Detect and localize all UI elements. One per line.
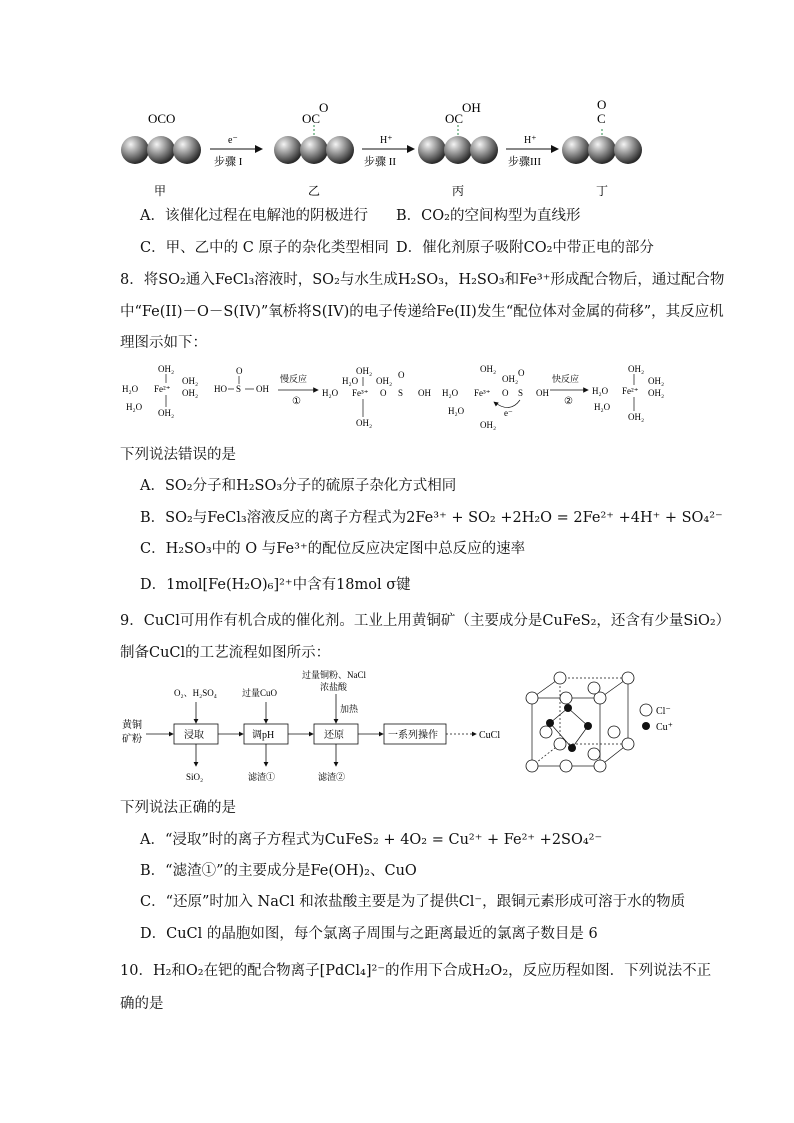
svg-text:e⁻: e⁻ (504, 408, 513, 418)
fe3-so3h-complex (322, 366, 431, 428)
label-yi: 乙 (308, 184, 321, 198)
q7-option-d: D．催化剂原子吸附CO₂中带正电的部分 (396, 240, 654, 256)
q9-option-d: D．CuCl 的晶胞如图，每个氯离子周围与之距离最近的氯离子数目是 6 (140, 926, 598, 942)
svg-text:S: S (398, 388, 404, 398)
svg-text:OH₂: OH₂ (158, 364, 175, 374)
q9-option-b: B．“滤渣①”的主要成分是Fe(OH)₂、CuO (140, 863, 417, 879)
svg-text:OH₂: OH₂ (356, 418, 373, 428)
heat-label: 加热 (340, 704, 359, 714)
step2-label: ② (564, 396, 573, 407)
fe2-product-complex (592, 364, 664, 422)
q7-option-a: A．该催化过程在电解池的阴极进行 (140, 208, 368, 224)
svg-text:O: O (380, 388, 387, 398)
operation-label: 一系列操作 (388, 730, 438, 741)
output1-label: SiO₂ (186, 772, 204, 782)
cl-ions (526, 672, 634, 772)
q10-stem-line1: 10．H₂和O₂在钯的配合物离子[PdCl₄]²⁻的作用下合成H₂O₂，反应历程如图．下列说法不正 (120, 963, 712, 979)
svg-text:H₂O: H₂O (126, 402, 143, 412)
surface-ding (562, 136, 642, 164)
svg-text:O: O (398, 370, 405, 380)
charge-transfer-complex (442, 364, 549, 430)
svg-text:H₂O: H₂O (442, 388, 459, 398)
svg-text:S: S (236, 384, 242, 394)
molecule-ding-2: C (597, 111, 606, 126)
fe2-hexaaqua-complex (122, 364, 198, 418)
svg-text:Fe³⁺: Fe³⁺ (474, 388, 491, 398)
slow-reaction-label: 慢反应 (280, 374, 308, 384)
legend-cl: Cl⁻ (656, 706, 671, 717)
q8-option-c: C．H₂SO₃中的 O 与Fe³⁺的配位反应决定图中总反应的速率 (140, 541, 526, 557)
reduce-label: 还原 (324, 730, 344, 741)
svg-text:H₂O: H₂O (592, 386, 609, 396)
input1-label: O₂、H₂SO₄ (174, 688, 217, 698)
arrow3-bottom: 步骤III (508, 156, 541, 168)
svg-text:OH: OH (536, 388, 549, 398)
svg-text:OH₂: OH₂ (502, 374, 519, 384)
svg-text:OH₂: OH₂ (158, 408, 175, 418)
input2-label: 过量CuO (242, 688, 278, 698)
svg-text:OH₂: OH₂ (648, 388, 665, 398)
q9-option-c: C．“还原”时加入 NaCl 和浓盐酸主要是为了提供Cl⁻，跟铜元素形成可溶于水的物质 (140, 894, 686, 910)
svg-text:OH₂: OH₂ (182, 388, 199, 398)
svg-text:OH₂: OH₂ (648, 376, 665, 386)
product-label: CuCl (479, 730, 501, 741)
arrow1-bottom: 步骤 I (214, 156, 243, 168)
q8-option-d: D．1mol[Fe(H₂O)₆]²⁺中含有18mol σ键 (140, 577, 411, 593)
q9-question: 下列说法正确的是 (120, 800, 236, 816)
input3b-label: 浓盐酸 (320, 682, 348, 692)
svg-text:O: O (502, 388, 509, 398)
svg-text:OH₂: OH₂ (480, 364, 497, 374)
feed-label-2: 矿粉 (122, 734, 142, 745)
svg-text:OH₂: OH₂ (628, 364, 645, 374)
svg-text:H₂O: H₂O (594, 402, 611, 412)
svg-text:OH₂: OH₂ (182, 376, 199, 386)
q8-option-a: A．SO₂分子和H₂SO₃分子的硫原子杂化方式相同 (140, 478, 457, 494)
step1-label: ① (292, 396, 301, 407)
svg-text:O: O (236, 366, 243, 376)
molecule-yi-2: O (319, 100, 329, 115)
svg-text:OH₂: OH₂ (628, 412, 645, 422)
output2-label: 滤渣① (248, 772, 276, 782)
q8-stem-line2: 中“Fe(II)－O－S(IV)”氧桥将S(IV)的电子传递给Fe(II)发生“配位体对金属的荷移”，其反应机 (120, 304, 724, 320)
arrow2-top: H⁺ (380, 135, 393, 146)
surface-bing (418, 136, 498, 164)
svg-text:Fe²⁺: Fe²⁺ (154, 384, 171, 394)
svg-text:S: S (518, 388, 524, 398)
surface-jia (121, 136, 201, 164)
ph-label: 调pH (252, 730, 275, 741)
svg-text:OH₂: OH₂ (480, 420, 497, 430)
arrow2-bottom: 步骤 II (364, 156, 397, 168)
svg-text:OH₂: OH₂ (356, 366, 373, 376)
q8-mechanism-figure (118, 362, 678, 434)
q10-stem-line2: 确的是 (120, 996, 164, 1012)
molecule-jia: OCO (148, 111, 176, 126)
label-jia: 甲 (154, 184, 167, 198)
svg-text:H₂O: H₂O (122, 384, 139, 394)
molecule-bing-2: OH (462, 100, 481, 115)
h2so3-molecule (214, 366, 269, 394)
q8-stem-line3: 理图示如下： (120, 335, 207, 351)
process-flowchart (118, 668, 508, 788)
q8-option-b: B．SO₂与FeCl₃溶液反应的离子方程式为2Fe³⁺ + SO₂ +2H₂O = 2Fe²⁺ +4H⁺ + SO₄²⁻ (140, 510, 723, 526)
svg-text:H₂O: H₂O (322, 388, 339, 398)
molecule-yi-1: OC (302, 111, 321, 126)
leach-label: 浸取 (184, 730, 204, 741)
svg-text:H₂O: H₂O (448, 406, 465, 416)
q8-question: 下列说法错误的是 (120, 447, 236, 463)
fast-reaction-label: 快反应 (552, 374, 580, 384)
label-ding: 丁 (596, 184, 609, 198)
q9-option-a: A．“浸取”时的离子方程式为CuFeS₂ + 4O₂ = Cu²⁺ + Fe²⁺ +2SO₄²⁻ (140, 832, 603, 848)
svg-text:OH: OH (418, 388, 431, 398)
output3-label: 滤渣② (318, 772, 346, 782)
q9-stem-line2: 制备CuCl的工艺流程如图所示： (120, 645, 331, 661)
q7-option-c: C．甲、乙中的 C 原子的杂化类型相同 (140, 240, 389, 256)
arrow1-top: e⁻ (228, 135, 238, 146)
q8-stem-line1: 8．将SO₂通入FeCl₃溶液时，SO₂与水生成H₂SO₃，H₂SO₃和Fe³⁺形成配合物后，通过配合物 (120, 272, 725, 288)
feed-label-1: 黄铜 (122, 720, 142, 731)
molecule-ding-1: O (597, 97, 607, 112)
q7-option-b: B．CO₂的空间构型为直线形 (396, 208, 581, 224)
svg-text:O: O (518, 368, 525, 378)
molecule-bing-1: OC (445, 111, 464, 126)
svg-text:HO: HO (214, 384, 227, 394)
cucl-unit-cell (520, 668, 720, 780)
svg-text:H₂O: H₂O (342, 376, 359, 386)
svg-text:Fe³⁺: Fe³⁺ (352, 388, 369, 398)
label-bing: 丙 (452, 184, 465, 198)
input3a-label: 过量铜粉、NaCl (302, 670, 366, 680)
q9-stem-line1: 9．CuCl可用作有机合成的催化剂。工业上用黄铜矿（主要成分是CuFeS₂，还含有少量SiO₂） (120, 613, 731, 629)
svg-text:Fe²⁺: Fe²⁺ (622, 386, 639, 396)
svg-text:OH₂: OH₂ (376, 376, 393, 386)
catalysis-figure (110, 95, 670, 205)
arrow3-top: H⁺ (524, 135, 537, 146)
legend-cu: Cu⁺ (656, 722, 673, 733)
surface-yi (274, 136, 354, 164)
svg-text:OH: OH (256, 384, 269, 394)
